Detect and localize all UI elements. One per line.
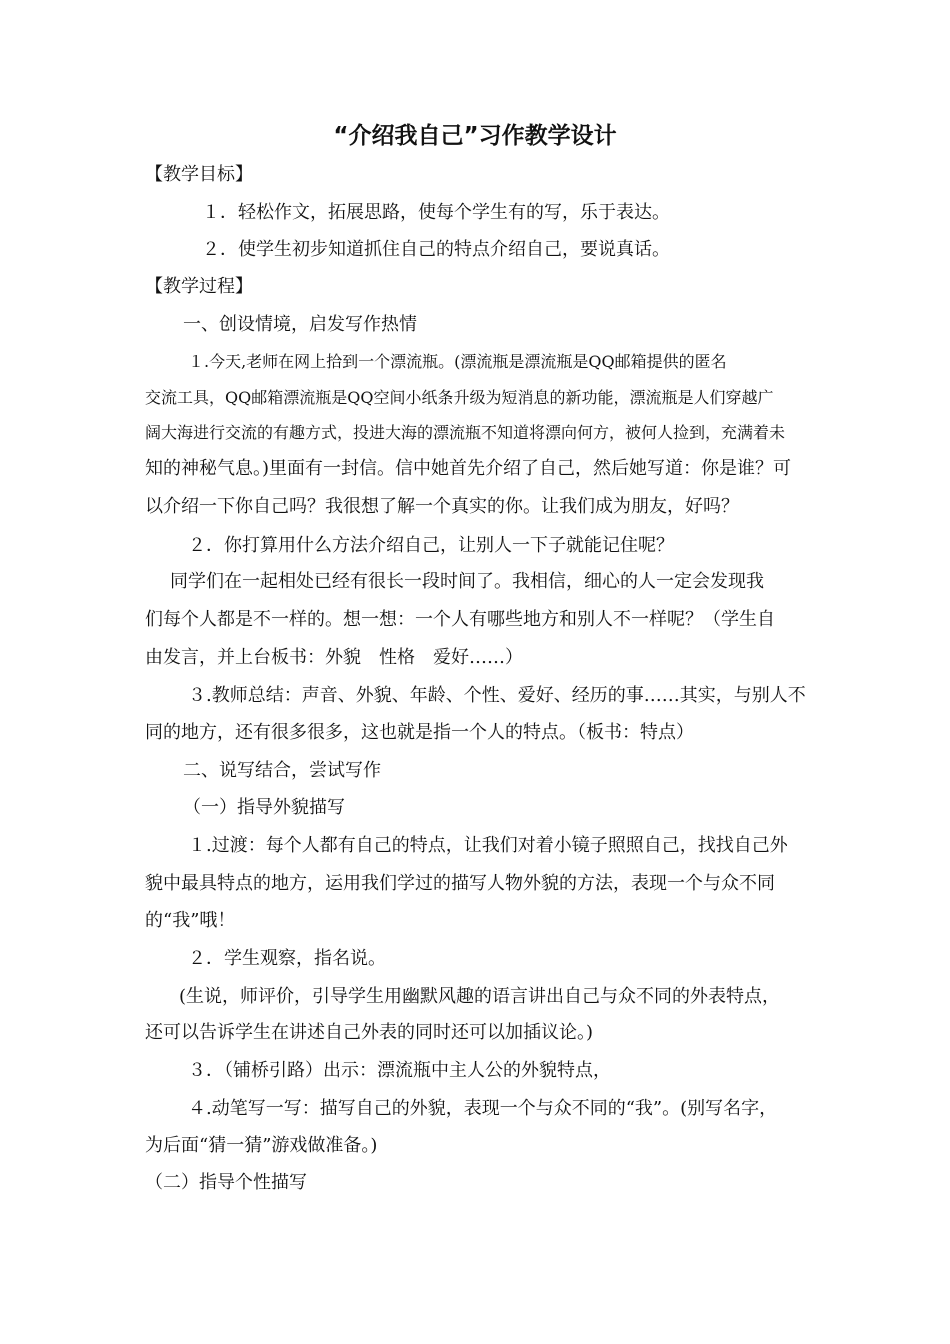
paragraph-line: 交流工具，QQ邮箱漂流瓶是QQ空间小纸条升级为短消息的新功能，漂流瓶是人们穿越广 [145, 388, 774, 407]
paragraph-line: 知的神秘气息。)里面有一封信。信中她首先介绍了自己，然后她写道：你是谁？可 [145, 458, 792, 479]
paragraph-line: 同的地方，还有很多很多，这也就是指一个人的特点。（板书：特点） [145, 722, 694, 743]
subheading-personality: （二）指导个性描写 [145, 1172, 307, 1193]
subheading-appearance: （一）指导外貌描写 [183, 797, 345, 818]
paragraph-line: 的“我”哦！ [145, 910, 236, 931]
paragraph-line: 由发言，并上台板书：外貌 性格 爱好……） [145, 647, 523, 668]
paragraph-line: (生说，师评价，引导学生用幽默风趣的语言讲出自己与众不同的外表特点， [179, 986, 781, 1007]
step-heading-2: 二、说写结合，尝试写作 [183, 760, 381, 781]
section-heading-goals: 【教学目标】 [145, 164, 253, 185]
step-heading-1: 一、创设情境，启发写作热情 [183, 314, 417, 335]
paragraph-line: ２．学生观察，指名说。 [188, 948, 386, 969]
paragraph-line: １.今天,老师在网上拾到一个漂流瓶。(漂流瓶是漂流瓶是QQ邮箱提供的匿名 [188, 352, 727, 371]
paragraph-line: 以介绍一下你自己吗？我很想了解一个真实的你。让我们成为朋友，好吗？ [145, 496, 739, 517]
section-heading-process: 【教学过程】 [145, 276, 253, 297]
paragraph-line: 同学们在一起相处已经有很长一段时间了。我相信，细心的人一定会发现我 [170, 571, 764, 592]
paragraph-line: ３．（铺桥引路）出示：漂流瓶中主人公的外貌特点， [188, 1060, 611, 1081]
paragraph-line: １.过渡：每个人都有自己的特点，让我们对着小镜子照照自己，找找自己外 [188, 835, 788, 856]
paragraph-line: ４.动笔写一写：描写自己的外貌，表现一个与众不同的“我”。(别写名字， [188, 1098, 778, 1119]
paragraph-line: 貌中最具特点的地方，运用我们学过的描写人物外貌的方法，表现一个与众不同 [145, 873, 775, 894]
goal-1: １．轻松作文，拓展思路，使每个学生有的写，乐于表达。 [202, 202, 670, 223]
paragraph-line: 们每个人都是不一样的。想一想：一个人有哪些地方和别人不一样呢？（学生自 [145, 609, 775, 630]
paragraph-line: 为后面“猜一猜”游戏做准备。) [145, 1135, 378, 1156]
paragraph-line: 还可以告诉学生在讲述自己外表的同时还可以加插议论。) [145, 1022, 594, 1043]
paragraph-line: ３.教师总结：声音、外貌、年龄、个性、爱好、经历的事……其实，与别人不 [188, 685, 806, 706]
paragraph-line: 阔大海进行交流的有趣方式，投进大海的漂流瓶不知道将漂向何方，被何人捡到，充满着未 [145, 423, 786, 442]
document-title: “介绍我自己”习作教学设计 [333, 123, 617, 149]
paragraph-line: ２．你打算用什么方法介绍自己，让别人一下子就能记住呢？ [188, 535, 674, 556]
goal-2: ２．使学生初步知道抓住自己的特点介绍自己，要说真话。 [202, 239, 670, 260]
